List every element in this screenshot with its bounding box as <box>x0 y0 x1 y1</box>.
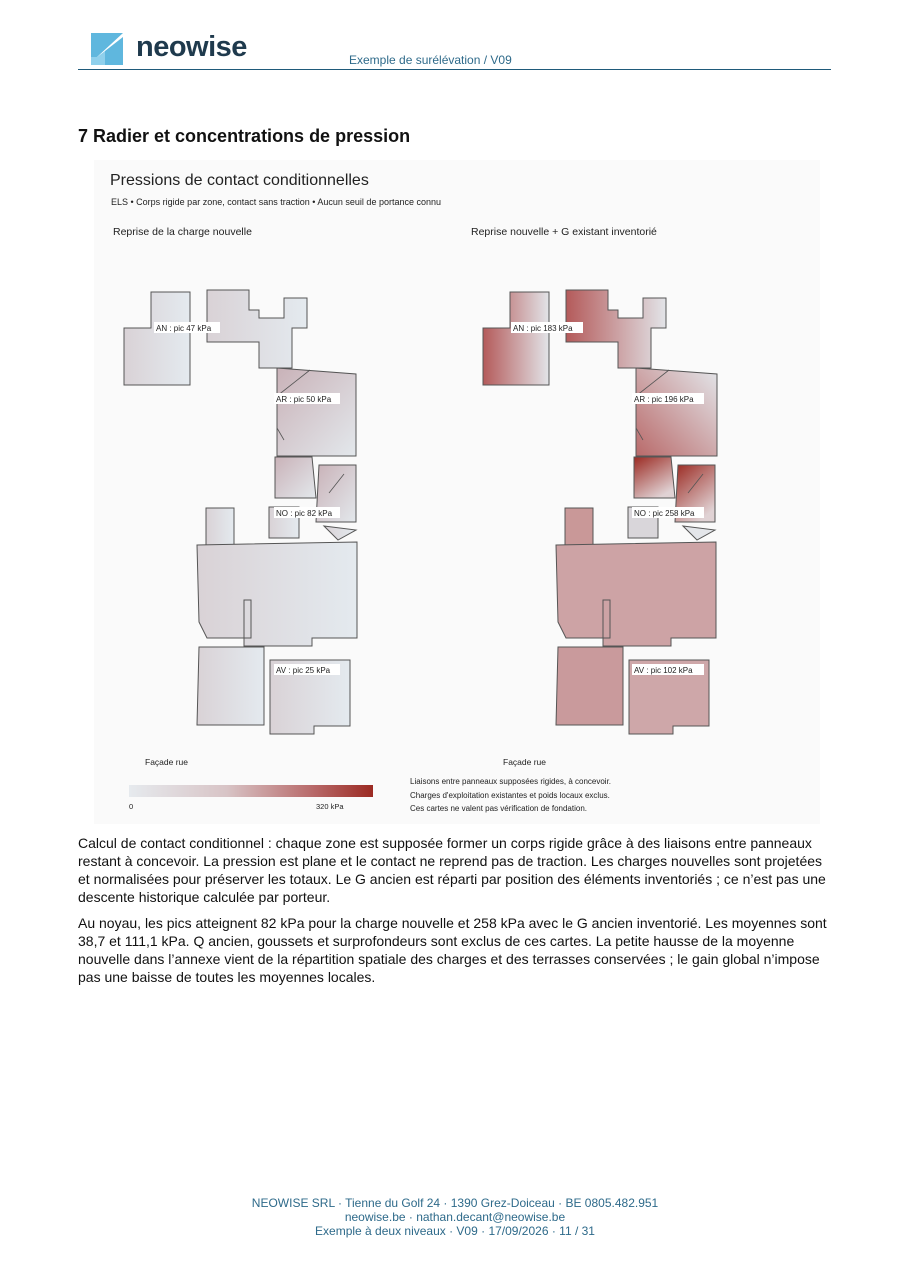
footer-company-line: NEOWISE SRL · Tienne du Golf 24 · 1390 Grez-Doiceau · BE 0805.482.951 <box>251 1196 659 1210</box>
colorbar-max-label: 320 kPa <box>316 802 344 811</box>
body-paragraph-2: Au noyau, les pics atteignent 82 kPa pour la charge nouvelle et 258 kPa avec le G ancien inventorié. Les moyennes sont 38,7 et 111,1 kPa. Q ancien, goussets et surprofondeurs sont exclus de ces cartes. La petite hausse de la moyenne nouvelle dans l’annexe vient de la répartition spatiale des charges et des terrasses conservées ; le gain global n’impose pas une baisse de toutes les moyennes locales. <box>78 915 827 985</box>
footer-page-line: Exemple à deux niveaux · V09 · 17/09/2026 · 11 / 31 <box>315 1224 595 1238</box>
left-zone-core <box>197 542 357 646</box>
left-panel-title: Reprise de la charge nouvelle <box>113 226 252 238</box>
right-panel-title: Reprise nouvelle + G existant inventorié <box>471 226 657 238</box>
figure-note: Liaisons entre panneaux supposées rigides, à concevoir. <box>410 777 612 786</box>
left-label-an <box>154 322 220 333</box>
left-label-no <box>274 507 340 518</box>
neowise-logo-icon <box>91 33 123 65</box>
left-zone-no-a <box>275 457 316 498</box>
right-zone-core-n <box>565 508 593 545</box>
left-zone-an-west <box>124 292 190 385</box>
right-facade-label: Façade rue <box>503 757 546 767</box>
brand-name: neowise <box>136 31 247 63</box>
right-zone-no-a <box>634 457 675 498</box>
right-label-av <box>632 664 704 675</box>
left-label-ar-text: AR : pic 50 kPa <box>276 395 332 404</box>
section-title: 7 Radier et concentrations de pression <box>78 126 411 146</box>
left-label-no-text: NO : pic 82 kPa <box>276 509 333 518</box>
right-zone-av-w <box>556 647 623 725</box>
pressure-maps <box>94 160 820 760</box>
right-zone-core <box>556 542 716 646</box>
page-header <box>78 28 831 70</box>
pressure-figure <box>94 160 820 824</box>
right-label-av-text: AV : pic 102 kPa <box>634 666 693 675</box>
left-zone-av-w <box>197 647 264 725</box>
figure-subtitle: ELS • Corps rigide par zone, contact sans traction • Aucun seuil de portance connu <box>111 197 441 207</box>
right-zone-an-west <box>483 292 549 385</box>
right-label-no <box>632 507 704 518</box>
left-facade-label: Façade rue <box>145 757 188 767</box>
figure-title: Pressions de contact conditionnelles <box>110 172 369 189</box>
right-label-an-text: AN : pic 183 kPa <box>513 324 573 333</box>
left-label-ar <box>274 393 340 404</box>
right-label-ar-text: AR : pic 196 kPa <box>634 395 694 404</box>
left-label-av <box>274 664 340 675</box>
figure-notes <box>410 775 611 816</box>
left-zone-an-north <box>207 290 307 368</box>
document-reference: Exemple de surélévation / V09 <box>349 53 512 67</box>
left-zone-ar <box>277 368 356 456</box>
left-zone-core-n <box>206 508 234 545</box>
right-label-an <box>511 322 583 333</box>
left-zone-no-tri <box>324 526 356 540</box>
page-footer <box>0 1196 910 1238</box>
colorbar-min-label: 0 <box>129 802 134 811</box>
footer-contact-line: neowise.be · nathan.decant@neowise.be <box>344 1210 566 1224</box>
left-label-an-text: AN : pic 47 kPa <box>156 324 212 333</box>
right-zone-ar <box>636 368 717 456</box>
figure-note: Ces cartes ne valent pas vérification de fondation. <box>410 804 587 813</box>
pressure-colorbar <box>129 785 373 797</box>
figure-note: Charges d'exploitation existantes et poids locaux exclus. <box>410 790 610 800</box>
body-paragraph-1: Calcul de contact conditionnel : chaque zone est supposée former un corps rigide grâce à des liaisons entre panneaux restant à concevoir. La pression est plane et le contact ne reprend pas de traction. Les charges nouvelles sont projetées et normalisées pour préserver les totaux. Le G ancien est réparti par position des éléments inventoriés ; ce n’est pas une descente historique calculée par porteur. <box>78 835 826 905</box>
right-zone-no-tri <box>683 526 715 540</box>
right-label-ar <box>632 393 704 404</box>
right-label-no-text: NO : pic 258 kPa <box>634 509 695 518</box>
left-label-av-text: AV : pic 25 kPa <box>276 666 331 675</box>
